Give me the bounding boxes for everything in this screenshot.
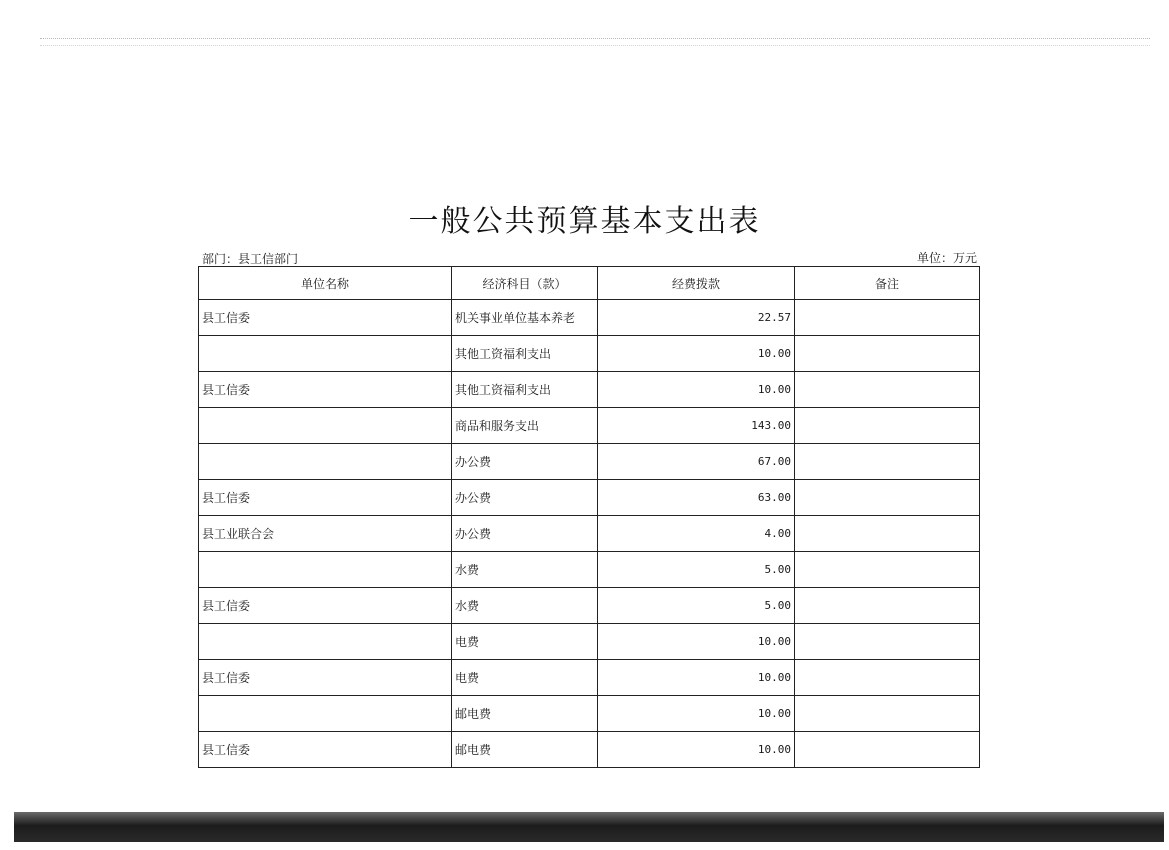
- department-label: 部门：县工信部门: [202, 252, 299, 266]
- header-appropriation: 经费拨款: [598, 267, 795, 300]
- table-row: [199, 516, 980, 552]
- cell-unit-name: [199, 552, 452, 588]
- cell-remarks: [795, 552, 980, 588]
- cell-remarks: [795, 732, 980, 768]
- cell-remarks: [795, 480, 980, 516]
- cell-economic-item: 其他工资福利支出: [452, 372, 598, 408]
- cell-appropriation: 4.00: [598, 516, 795, 552]
- cell-remarks: [795, 624, 980, 660]
- cell-economic-item: 机关事业单位基本养老: [452, 300, 598, 336]
- cell-economic-item: 电费: [452, 624, 598, 660]
- cell-economic-item: 电费: [452, 660, 598, 696]
- cell-remarks: [795, 588, 980, 624]
- cell-economic-item: 商品和服务支出: [452, 408, 598, 444]
- header-remarks: 备注: [795, 267, 980, 300]
- cell-unit-name: [199, 444, 452, 480]
- cell-unit-name: 县工信委: [199, 480, 452, 516]
- table-row: [199, 624, 980, 660]
- table-row: [199, 696, 980, 732]
- cell-unit-name: [199, 336, 452, 372]
- cell-appropriation: 143.00: [598, 408, 795, 444]
- cell-economic-item: 其他工资福利支出: [452, 336, 598, 372]
- cell-unit-name: 县工业联合会: [199, 516, 452, 552]
- header-economic-item: 经济科目（款）: [452, 267, 598, 300]
- cell-appropriation: 63.00: [598, 480, 795, 516]
- cell-unit-name: 县工信委: [199, 660, 452, 696]
- cell-remarks: [795, 696, 980, 732]
- cell-remarks: [795, 660, 980, 696]
- cell-remarks: [795, 516, 980, 552]
- cell-remarks: [795, 444, 980, 480]
- table-row: [199, 660, 980, 696]
- cell-economic-item: 邮电费: [452, 696, 598, 732]
- table-row: [199, 732, 980, 768]
- page-title: 一般公共预算基本支出表: [408, 204, 761, 239]
- table-row: [199, 552, 980, 588]
- table-row: [199, 372, 980, 408]
- table-row: [199, 408, 980, 444]
- table-header-row: [199, 267, 980, 300]
- cell-unit-name: 县工信委: [199, 732, 452, 768]
- cell-unit-name: 县工信委: [199, 588, 452, 624]
- table-row: [199, 336, 980, 372]
- scan-shadow-band: [14, 812, 1164, 842]
- table-row: [199, 588, 980, 624]
- budget-table: [198, 266, 980, 768]
- cell-economic-item: 水费: [452, 552, 598, 588]
- table-row: [199, 444, 980, 480]
- cell-appropriation: 22.57: [598, 300, 795, 336]
- cell-appropriation: 10.00: [598, 660, 795, 696]
- cell-economic-item: 办公费: [452, 444, 598, 480]
- cell-appropriation: 10.00: [598, 732, 795, 768]
- cell-economic-item: 办公费: [452, 516, 598, 552]
- cell-economic-item: 水费: [452, 588, 598, 624]
- cell-economic-item: 邮电费: [452, 732, 598, 768]
- cell-appropriation: 10.00: [598, 624, 795, 660]
- table-body: [199, 300, 980, 768]
- cell-unit-name: 县工信委: [199, 300, 452, 336]
- cell-unit-name: 县工信委: [199, 372, 452, 408]
- header-unit-name: 单位名称: [199, 267, 452, 300]
- cell-unit-name: [199, 624, 452, 660]
- cell-remarks: [795, 408, 980, 444]
- scan-noise-top: [40, 38, 1150, 46]
- cell-unit-name: [199, 696, 452, 732]
- cell-appropriation: 67.00: [598, 444, 795, 480]
- table-row: [199, 300, 980, 336]
- cell-appropriation: 10.00: [598, 336, 795, 372]
- cell-appropriation: 5.00: [598, 588, 795, 624]
- cell-remarks: [795, 336, 980, 372]
- table-row: [199, 480, 980, 516]
- cell-economic-item: 办公费: [452, 480, 598, 516]
- cell-unit-name: [199, 408, 452, 444]
- cell-remarks: [795, 300, 980, 336]
- cell-appropriation: 5.00: [598, 552, 795, 588]
- cell-appropriation: 10.00: [598, 696, 795, 732]
- cell-remarks: [795, 372, 980, 408]
- unit-label: 单位：万元: [916, 251, 977, 265]
- cell-appropriation: 10.00: [598, 372, 795, 408]
